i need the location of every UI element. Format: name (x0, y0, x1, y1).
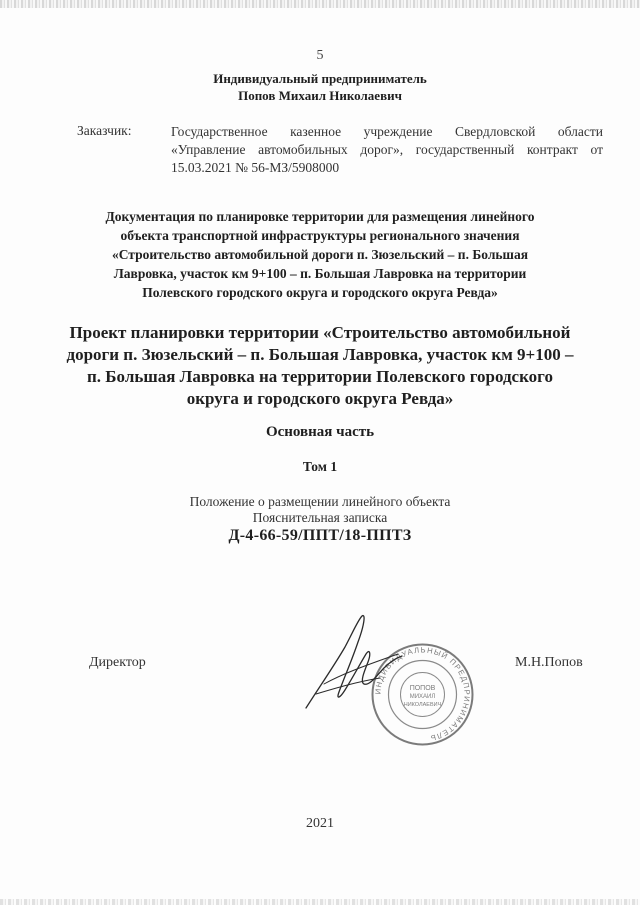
contractor-block (0, 70, 640, 104)
handwritten-signature (296, 612, 416, 717)
subtitle-block (0, 494, 640, 526)
signatory-name: М.Н.Попов (515, 655, 583, 670)
subtitle-line-1: Положение о размещении линейного объекта (189, 494, 451, 509)
document-code: Д-4-66-59/ППТ/18-ППТЗ (228, 527, 412, 544)
svg-text:МИХАИЛ: МИХАИЛ (409, 694, 436, 700)
scan-edge-top (0, 0, 640, 8)
project-title: Проект планировки территории «Строительство автомобильной дороги п. Зюзельский – п. Большая Лавровка, участок км 9+100 – п. Большая Лавровка на территории Полевского городского округа и городского округа Ревда» (66, 323, 574, 408)
section-title: Основная часть (265, 424, 375, 440)
signatory-title: Директор (89, 655, 146, 670)
subtitle-line-2: Пояснительная записка (252, 510, 388, 525)
customer-text: Государственное казенное учреждение Свердловской области «Управление автомобильных дорог», государственный контракт от 15.03.2021 № 56-МЗ/5908000 (171, 124, 603, 175)
svg-text:ПОПОВ: ПОПОВ (409, 685, 436, 692)
document-title: Документация по планировке территории для размещения линейного объекта транспортной инфраструктуры регионального значения «Строительство автомобильной дороги п. Зюзельский – п. Большая Лавровка, участок км 9+100 – п. Большая Лавровка на территории Полевского городского округа и городского округа Ревда» (105, 209, 535, 300)
svg-text:НИКОЛАЕВИЧ: НИКОЛАЕВИЧ (403, 702, 442, 708)
svg-text:ИНДИВИДУАЛЬНЫЙ ПРЕДПРИНИМАТЕЛЬ: ИНДИВИДУАЛЬНЫЙ ПРЕДПРИНИМАТЕЛЬ (373, 645, 472, 743)
scan-edge-bottom (0, 899, 640, 905)
page-number: 5 (316, 48, 324, 63)
customer-label: Заказчик: (77, 123, 132, 138)
year: 2021 (306, 816, 334, 831)
contractor-line-1: Индивидуальный предприниматель (213, 71, 427, 86)
volume-label: Том 1 (302, 459, 338, 474)
contractor-line-2: Попов Михаил Николаевич (238, 88, 402, 103)
